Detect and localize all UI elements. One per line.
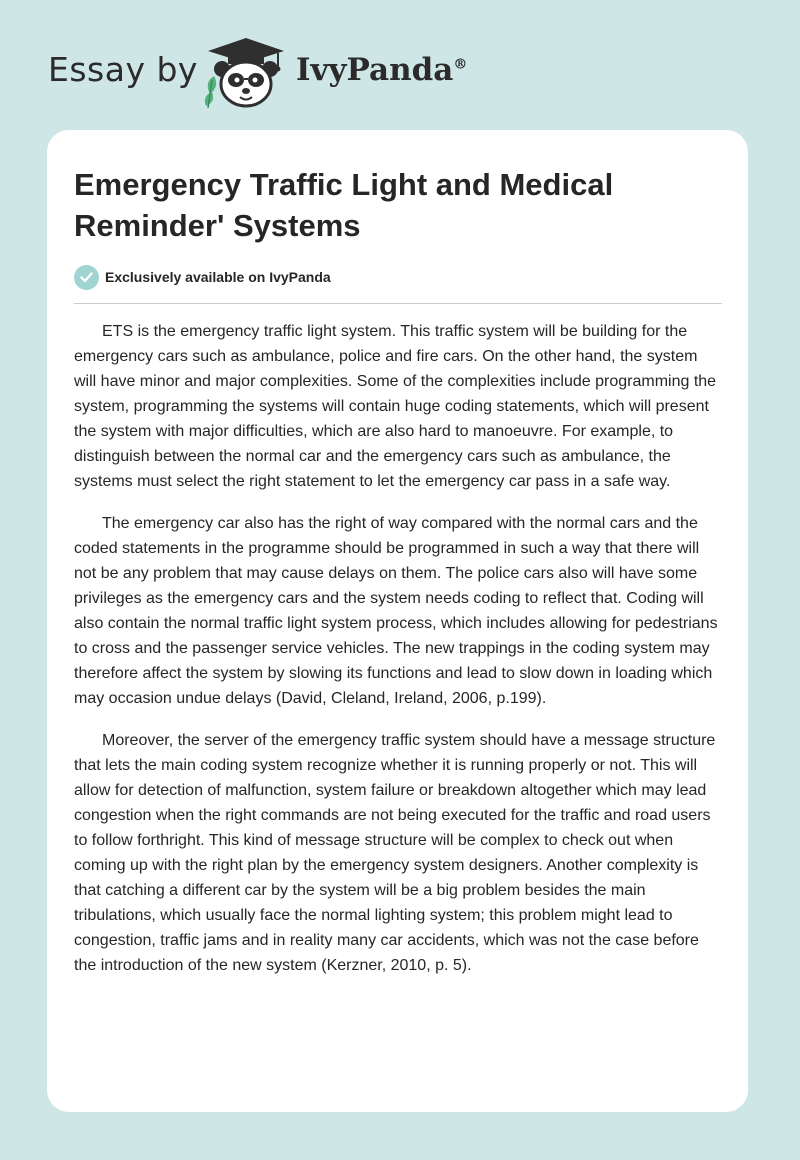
essay-body [74,319,724,995]
panda-graduate-icon[interactable] [200,36,292,110]
divider [74,303,722,304]
page-title: Emergency Traffic Light and Medical Reminder' Systems [74,167,614,243]
essay-card [47,130,748,1112]
registered-mark: ® [453,56,468,73]
paragraph: The emergency car also has the right of way compared with the normal cars and the coded statements in the programme should be programmed in such a way that there will not be any problem that may cause delays on them. The police cars also will have some privileges as the emergency cars and the system needs coding to reflect that. Coding will also contain the normal traffic light system process, which includes allowing for pedestrians to cross and the passenger service vehicles. The new trappings in the coding system may therefore affect the system by slowing its functions and lead to slow down in loading which may occasion undue delays (David, Cleland, Ireland, 2006, p.199). [74,515,718,707]
checkmark-icon [80,272,93,283]
brand-prefix: Essay by [48,50,198,89]
brand-header [48,32,488,112]
paragraph: Moreover, the server of the emergency traffic system should have a message structure that lets the main coding system recognize whether it is running properly or not. This will allow for detection of malfunction, system failure or breakdown altogether which may lead congestion when the right commands are not being executed for the traffic and road users to follow forthright. This kind of message structure will be complex to check out when coming up with the right plan by the emergency system designers. Another complexity is that catching a different car by the system will be a big problem besides the main tribulations, which usually face the normal lighting system; this problem might lead to congestion, traffic jams and in reality many car accidents, which was not the case before the introduction of the new system (Kerzner, 2010, p. 5). [74,732,716,974]
exclusive-badge [74,263,331,291]
paragraph: ETS is the emergency traffic light system. This traffic system will be building for the emergency cars such as ambulance, police and fire cars. On the other hand, the system will have minor and major complexities. Some of the complexities include programming the system, programming the systems will contain huge coding statements, which will present the system with major difficulties, which are also hard to manoeuvre. For example, to distinguish between the normal car and the emergency cars such as ambulance, the systems must select the right statement to let the emergency car pass in a safe way. [74,323,717,490]
brand-name[interactable] [296,52,467,88]
brand-name-text: IvyPanda [296,52,454,88]
check-circle-icon [74,265,99,290]
exclusive-badge-label: Exclusively available on IvyPanda [105,269,331,285]
